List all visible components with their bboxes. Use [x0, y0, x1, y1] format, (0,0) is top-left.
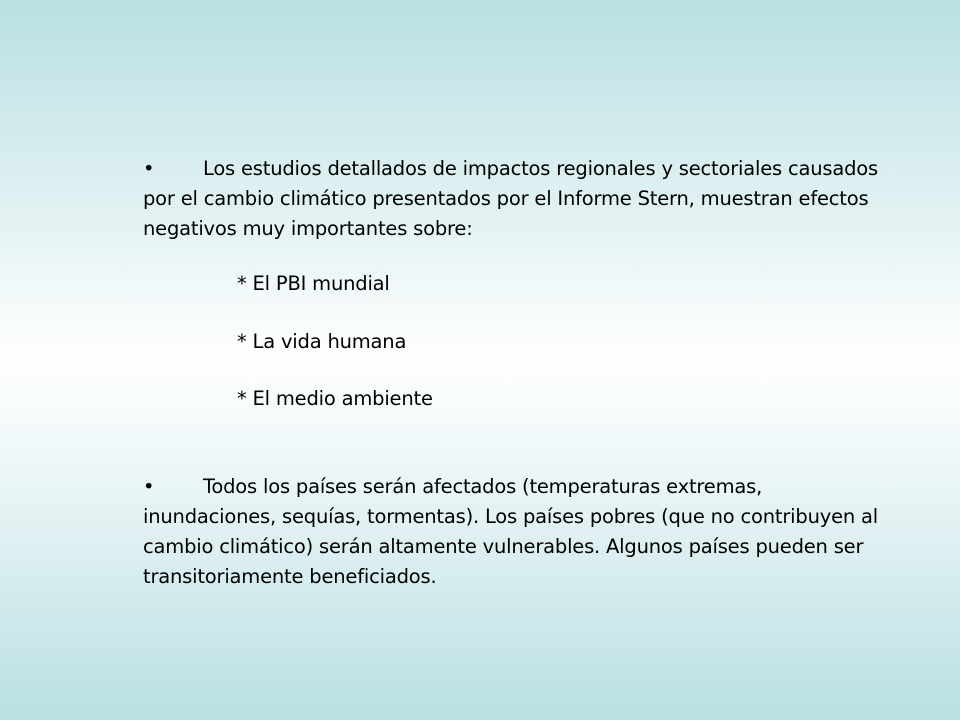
bullet-icon: • [143, 475, 155, 498]
paragraph-text: Todos los países serán afectados (temperaturas extremas, inundaciones, sequías, tormentas). Los países pobres (que no contribuyen al cambio climático) serán altamente vulnerables. Algunos países pueden ser transitoriamente beneficiados. [143, 475, 878, 588]
sub-item-pbi: * El PBI mundial [237, 272, 390, 295]
bullet-paragraph-countries [143, 472, 883, 592]
sub-item-vida-humana: * La vida humana [237, 330, 407, 353]
bullet-icon: • [143, 157, 155, 180]
paragraph-text: Los estudios detallados de impactos regionales y sectoriales causados por el cambio climático presentados por el Informe Stern, muestran efectos negativos muy importantes sobre: [143, 157, 878, 240]
bullet-paragraph-impacts [143, 154, 883, 244]
sub-item-medio-ambiente: * El medio ambiente [237, 387, 433, 410]
